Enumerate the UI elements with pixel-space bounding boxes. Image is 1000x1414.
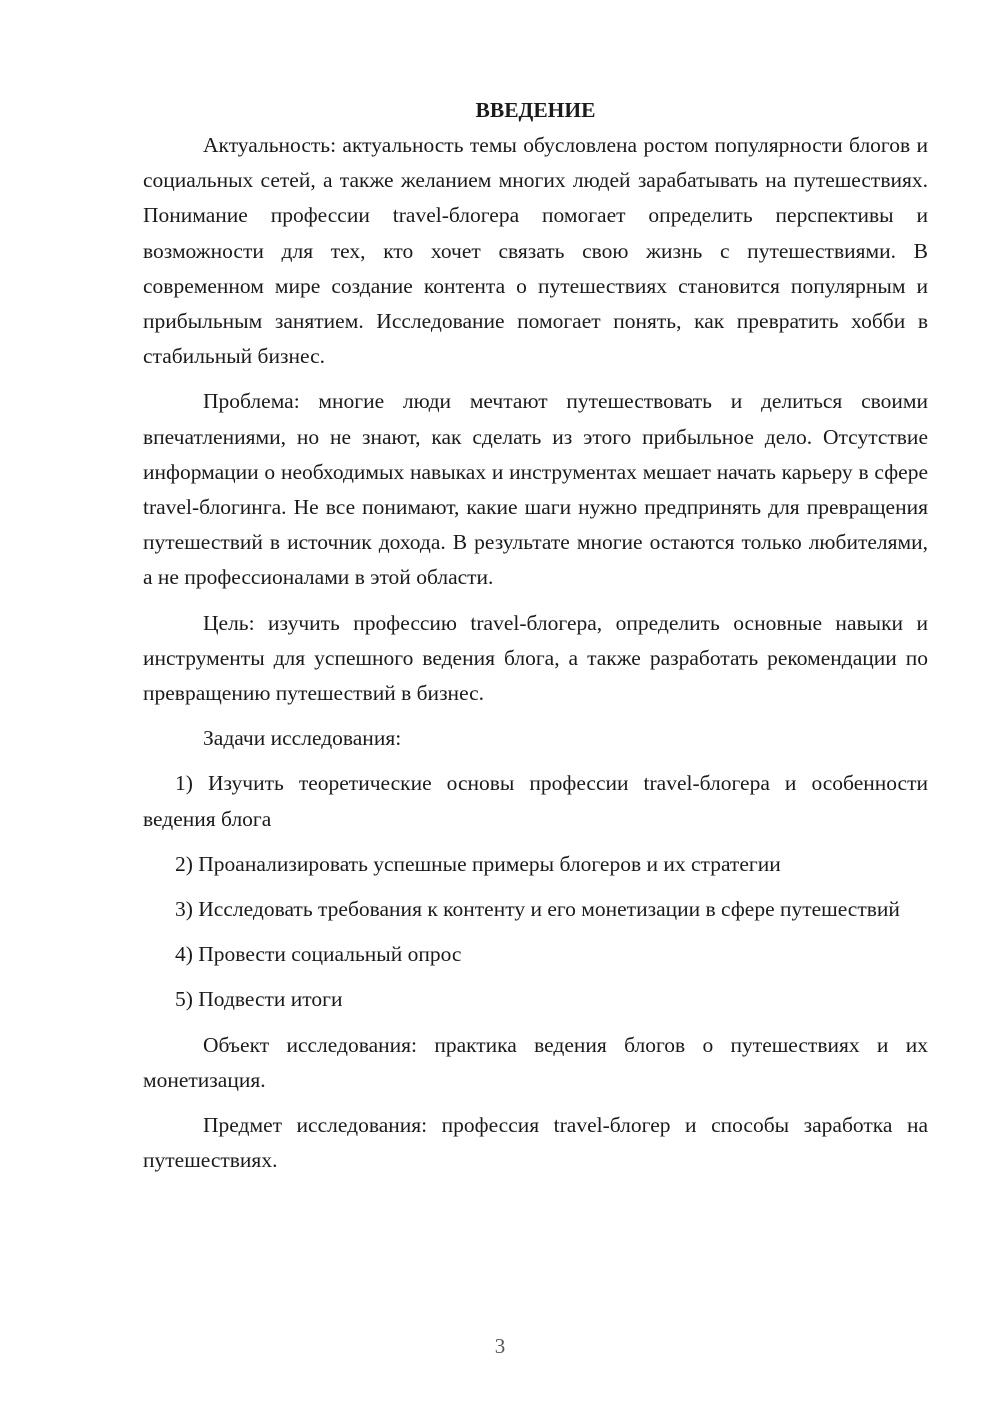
page-title: ВВЕДЕНИЕ [475, 98, 596, 122]
subject-paragraph: Предмет исследования: профессия travel-блогер и способы заработка на путешествиях. [143, 1113, 928, 1173]
problem-paragraph: Проблема: многие люди мечтают путешествовать и делиться своими впечатлениями, но не знают, как сделать из этого прибыльное дело. Отсутствие информации о необходимых навыках и инструментах мешает начать карьеру в сфере travel-блогинга. Не все понимают, какие шаги нужно предпринять для превращения путешествий в источник дохода. В результате многие остаются только любителями, а не профессионалами в этой области. [143, 389, 928, 590]
document-page [143, 95, 928, 1188]
task-item: 5) Подвести итоги [175, 987, 343, 1012]
relevance-paragraph: Актуальность: актуальность темы обусловлена ростом популярности блогов и социальных сетей, а также желанием многих людей зарабатывать на путешествиях. Понимание профессии travel-блогера помогает определить перспективы и возможности для тех, кто хочет связать свою жизнь с путешествиями. В современном мире создание контента о путешествиях становится популярным и прибыльным занятием. Исследование помогает понять, как превратить хобби в стабильный бизнес. [143, 133, 928, 369]
task-item: 3) Исследовать требования к контенту и его монетизации в сфере путешествий [175, 897, 900, 922]
page-number: 3 [494, 1334, 506, 1358]
object-paragraph: Объект исследования: практика ведения блогов о путешествиях и их монетизация. [143, 1032, 928, 1092]
task-item: 2) Проанализировать успешные примеры блогеров и их стратегии [175, 851, 781, 876]
tasks-intro: Задачи исследования: [203, 726, 402, 751]
task-item: 4) Провести социальный опрос [175, 942, 462, 967]
task-item: 1) Изучить теоретические основы профессии travel-блогера и особенности ведения блога [143, 771, 928, 831]
goal-paragraph: Цель: изучить профессию travel-блогера, определить основные навыки и инструменты для успешного ведения блога, а также разработать рекомендации по превращению путешествий в бизнес. [143, 610, 928, 706]
